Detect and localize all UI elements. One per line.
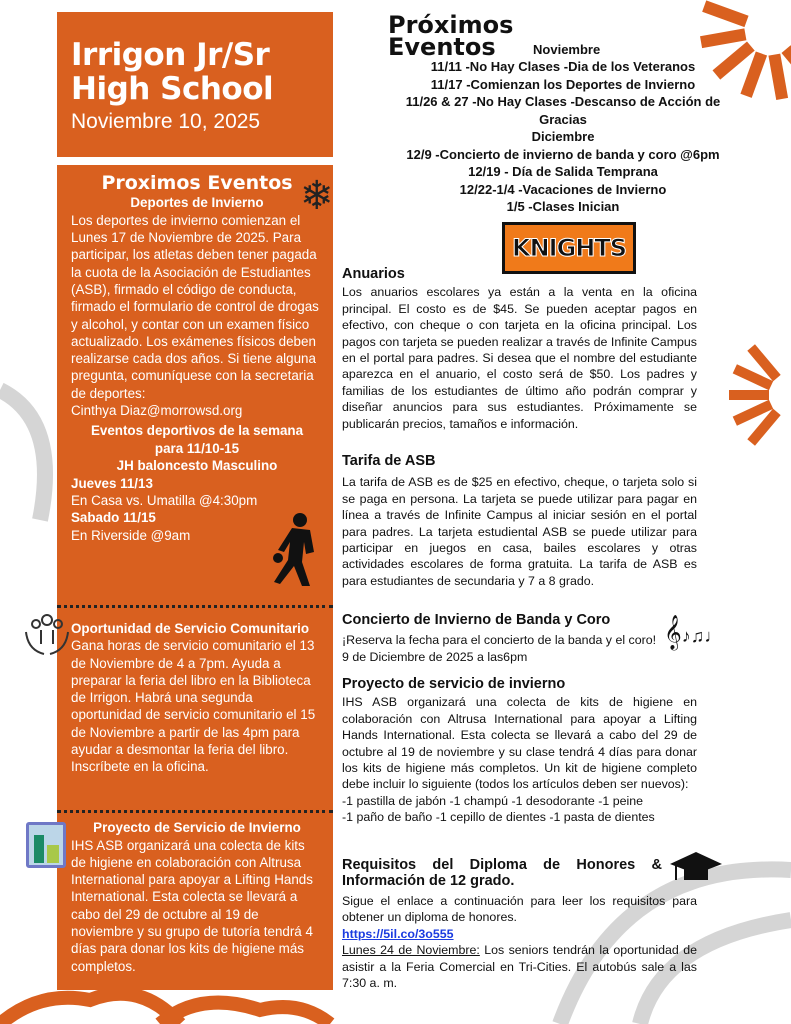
honors-link[interactable]: https://5il.co/3o555 [342, 926, 454, 941]
event-item: 1/5 -Clases Inician [506, 199, 620, 214]
event-item: 11/11 -No Hay Clases -Dia de los Veteranos [430, 59, 696, 74]
project-list-2: -1 paño de baño -1 cepillo de dientes -1 pasta de dientes [342, 810, 655, 825]
game-event-1: En Casa vs. Umatilla @4:30pm [71, 493, 258, 509]
concert-line-2: 9 de Diciembre de 2025 a las6pm [342, 649, 528, 664]
senior-note: Lunes 24 de Noviembre: Los seniors tendrán la oportunidad de asistir a la Feria Comercial en Tri-Cities. El autobús sale a las 7:30 a. m. [342, 943, 697, 991]
snowflake-icon: ❄ [300, 174, 334, 218]
basketball-player-icon [270, 512, 320, 588]
month-december: Diciembre [531, 129, 595, 144]
project-heading: Proyecto de servicio de invierno [342, 676, 566, 692]
concert-line-1: ¡Reserva la fecha para el concierto de la banda y el coro! [342, 633, 657, 648]
yearbook-heading: Anuarios [342, 266, 405, 282]
divider [57, 605, 333, 608]
upcoming-title: Próximos Eventos [388, 11, 514, 61]
project-body: IHS ASB organizará una colecta de kits de higiene en colaboración con Altrusa International para apoyar a Lifting Hands International. Esta colecta se llevará a cabo del 29 de octubre al 19 de noviembre y su clase tendrá 4 días para donar los kits de higiene más completos. Un kit de higiene completo debe incluir lo siguiente (todos los artículos deben ser nuevos): [342, 695, 697, 792]
helping-hands-icon [24, 612, 70, 656]
service-body: Gana horas de servicio comunitario el 13 de Noviembre de 4 a 7pm. Ayuda a preparar la feria del libro en la Biblioteca de Irrigon. Habrá una segunda oportunidad de servicio comunitario el 15 de Noviembre a partir de las 4pm para ayudar a desmontar la feria del libro. Inscríbete en la oficina. [71, 638, 316, 775]
honors-body: Sigue el enlace a continuación para leer los requisitos para obtener un diploma de honores. [342, 894, 697, 925]
event-item: 12/22-1/4 -Vacaciones de Invierno [459, 181, 667, 197]
music-notes-icon: 𝄞♪♫♩ [664, 616, 723, 649]
hygiene-kit-icon [26, 822, 66, 868]
week-heading: Eventos deportivos de la semana para 11/10-15 [90, 423, 304, 456]
month-november: Noviembre [533, 41, 601, 57]
event-item: 11/17 -Comienzan los Deportes de Invierno [430, 76, 696, 92]
asb-section [342, 453, 697, 589]
sidebar-title: Proximos Eventos [101, 172, 293, 194]
game-day-2: Sabado 11/15 [71, 510, 156, 526]
yearbook-body: Los anuarios escolares ya están a la venta en la oficina principal. El costo es de $45. Se pueden aceptar pagos en efectivo, con cheque o con tarjeta en la oficina principal. Los pagos con tarjeta se pueden realizar a través de Infinite Campus en el portal para padres. Si desea que el nombre del estudiante aparezca en el anuario, el costo será de $50. Los padres y familias de los estudiantes de último año podrán comprar y diseñar anuncios para sus estudiantes. Próximamente se publicarán precios, tamaños e información. [342, 285, 697, 431]
event-item: 11/26 & 27 -No Hay Clases -Descanso de Acción de Gracias [405, 94, 721, 127]
senior-note-date: Lunes 24 de Noviembre: [342, 943, 480, 958]
sports-contact[interactable]: Cinthya Diaz@morrowsd.org [71, 403, 243, 419]
event-item: 12/9 -Concierto de invierno de banda y coro @6pm [406, 146, 720, 162]
asb-heading: Tarifa de ASB [342, 453, 436, 469]
masthead [57, 12, 333, 157]
winter-project-heading: Proyecto de Servicio de Invierno [93, 820, 301, 835]
concert-heading: Concierto de Invierno de Banda y Coro [342, 612, 611, 628]
graduation-cap-icon [668, 850, 724, 891]
event-item: 12/19 - Día de Salida Temprana [468, 164, 658, 179]
team-heading: JH baloncesto Masculino [116, 458, 278, 474]
project-list-1: -1 pastilla de jabón -1 champú -1 desodorante -1 peine [342, 793, 644, 808]
game-day-1: Jueves 11/13 [71, 475, 153, 491]
sports-heading: Deportes de Invierno [130, 195, 264, 211]
winter-project-section [342, 676, 697, 826]
yearbook-section [342, 266, 697, 432]
issue-date: Noviembre 10, 2025 [71, 110, 261, 133]
asb-body: La tarifa de ASB es de $25 en efectivo, cheque, o tarjeta solo si se paga en persona. La tarjeta se puede utilizar para pagar en línea a través de Infinite Campus al iniciar sesión en el portal para padres. La tarjeta estudiental ASB se puede utilizar para participar en juegos en casa, bailes escolares y otras actividades escolares de forma gratuita. La tarifa de ASB es para estudiantes de secundaria y 7 a 8 grado. [342, 475, 697, 588]
knights-logo: KNIGHTS [502, 222, 636, 274]
school-name: Irrigon Jr/Sr High School [71, 37, 274, 107]
honors-heading: Requisitos del Diploma de Honores & Información de 12 grado. [342, 857, 662, 890]
service-heading: Oportunidad de Servicio Comunitario [71, 621, 310, 636]
sports-body: Los deportes de invierno comienzan el Lunes 17 de Noviembre de 2025. Para participar, los atletas deben tener pagada la cuota de la Asociación de Estudiantes (ASB), firmado el código de conducta, firmado el formulario de control de drogas y alcohol, y contar con un examen físico actualizado. Los exámenes físicos deben realizarse cada dos años. Si tiene alguna pregunta, comuníquese con la secretaria de deportes: [71, 212, 319, 401]
honors-body-block [342, 893, 697, 991]
game-event-2: En Riverside @9am [71, 527, 191, 543]
divider [57, 810, 333, 813]
concert-section [342, 612, 697, 665]
winter-project-body: IHS ASB organizará una colecta de kits de higiene en colaboración con Altrusa International para apoyar a Lifting Hands International. Esta colecta se llevará a cabo del 29 de octubre al 19 de noviembre y su grupo de tutoría tendrá 4 días para donar los kits de higiene más completos. [71, 837, 313, 974]
honors-section [342, 857, 662, 892]
upcoming-events [388, 11, 738, 216]
